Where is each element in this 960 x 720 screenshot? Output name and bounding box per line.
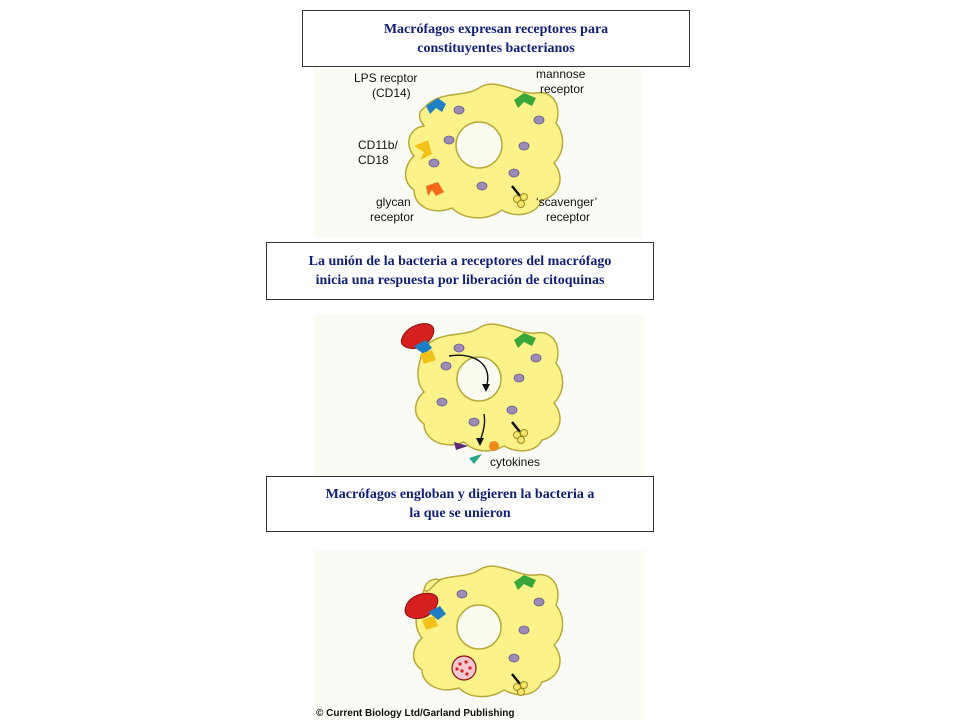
label-cytokines: cytokines bbox=[490, 455, 541, 469]
cytokines-illustration bbox=[314, 314, 644, 476]
receptors-illustration bbox=[314, 68, 642, 238]
label-mannose-line1: mannose bbox=[536, 68, 586, 81]
label-cd11b-line1: CD11b/ bbox=[358, 138, 398, 152]
caption-box-2 bbox=[266, 242, 654, 300]
caption-1-line-2: constituyentes bacterianos bbox=[417, 40, 575, 56]
label-glycan-line2: receptor bbox=[370, 210, 415, 224]
cytokine-orange-icon bbox=[489, 441, 499, 451]
phagocytosis-illustration bbox=[314, 550, 644, 720]
caption-box-3 bbox=[266, 476, 654, 532]
label-mannose-line2: receptor bbox=[540, 82, 585, 96]
label-scavenger-line1: ‘scavenger’ bbox=[536, 195, 598, 209]
caption-3-line-1: Macrófagos engloban y digieren la bacteria a bbox=[325, 487, 595, 502]
diagram-panel-phagocytosis bbox=[314, 550, 644, 720]
caption-box-1 bbox=[302, 10, 690, 67]
label-scavenger-line2: receptor bbox=[546, 210, 591, 224]
diagram-panel-cytokines bbox=[314, 314, 644, 476]
nucleus bbox=[457, 605, 501, 649]
caption-1-line-1: Macrófagos expresan receptores para bbox=[383, 21, 609, 37]
copyright-credit: © Current Biology Ltd/Garland Publishing bbox=[316, 708, 515, 719]
phagosome-icon bbox=[452, 656, 476, 680]
caption-2-line-2: inicia una respuesta por liberación de citoquinas bbox=[315, 273, 605, 288]
cytokine-teal-icon bbox=[469, 454, 482, 464]
label-lps-line2: (CD14) bbox=[372, 86, 411, 100]
nucleus bbox=[456, 122, 502, 168]
caption-3-line-2: la que se unieron bbox=[409, 506, 511, 521]
label-cd11b-line2: CD18 bbox=[358, 153, 389, 167]
label-glycan-line1: glycan bbox=[376, 195, 411, 209]
diagram-panel-receptors bbox=[314, 68, 642, 238]
caption-2-line-1: La unión de la bacteria a receptores del macrófago bbox=[308, 254, 612, 269]
label-lps-line1: LPS recptor bbox=[354, 71, 418, 85]
nucleus bbox=[457, 357, 501, 401]
